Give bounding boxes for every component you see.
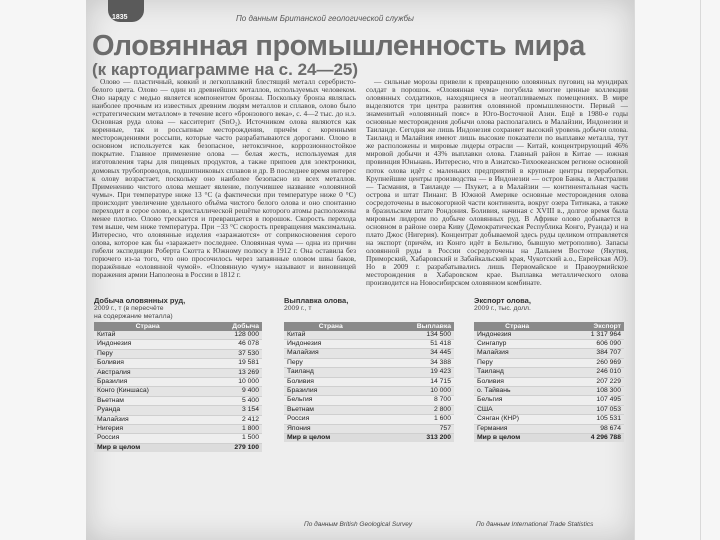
country-cell: Вьетнам (284, 405, 378, 414)
table-row (284, 424, 454, 433)
country-cell: Таиланд (284, 368, 378, 377)
mining-table-block (94, 297, 262, 452)
value-cell: 8 700 (378, 396, 455, 405)
value-cell: 108 300 (560, 386, 624, 395)
country-cell: Руанда (94, 406, 201, 415)
value-cell: 5 400 (201, 396, 262, 405)
table-row (474, 415, 624, 424)
country-cell: Боливия (284, 377, 378, 386)
table-total-row (284, 433, 454, 442)
country-cell: о. Тайвань (474, 386, 560, 395)
country-cell: Китай (284, 331, 378, 340)
value-cell: 107 053 (560, 405, 624, 414)
value-cell: 19 423 (378, 368, 455, 377)
document-page (86, 0, 634, 540)
table-row (474, 349, 624, 358)
export-table-block (474, 297, 624, 442)
table-row (94, 425, 262, 434)
right-divider (634, 0, 635, 540)
value-cell: 1 500 (201, 434, 262, 443)
country-cell: Индонезия (284, 339, 378, 348)
country-cell: Индонезия (474, 331, 560, 340)
table-header-row (94, 322, 262, 331)
value-cell: 105 531 (560, 415, 624, 424)
value-cell: 34 388 (378, 358, 455, 367)
value-cell: 98 674 (560, 424, 624, 433)
table-row (474, 424, 624, 433)
country-cell: США (474, 405, 560, 414)
value-cell: 10 000 (378, 386, 455, 395)
export-table-caption: Экспорт олова, (474, 296, 531, 305)
mining-table-subcaption-1: 2009 г., т (в пересчёте (94, 305, 164, 312)
value-cell: 128 000 (201, 331, 262, 340)
value-cell: 246 010 (560, 368, 624, 377)
total-value: 279 100 (201, 443, 262, 452)
smelting-table-subcaption: 2009 г., т (284, 305, 312, 312)
table-row (284, 396, 454, 405)
value-cell: 10 000 (201, 378, 262, 387)
country-cell: Сингапур (474, 339, 560, 348)
table-row (284, 331, 454, 340)
column-header: Страна (94, 322, 201, 331)
table-row (94, 378, 262, 387)
table-row (284, 349, 454, 358)
left-margin (0, 0, 86, 540)
country-cell: Перу (94, 349, 201, 358)
country-cell: Боливия (474, 377, 560, 386)
country-cell: Индонезия (94, 340, 201, 349)
country-cell: Россия (284, 415, 378, 424)
value-cell: 37 530 (201, 349, 262, 358)
country-cell: Россия (94, 434, 201, 443)
total-value: 313 200 (378, 433, 455, 442)
total-label: Мир в целом (284, 433, 378, 442)
value-cell: 19 581 (201, 359, 262, 368)
column-header: Выплавка (378, 322, 455, 331)
country-cell: Бельгия (284, 396, 378, 405)
far-right-divider (700, 0, 701, 540)
table-row (284, 377, 454, 386)
table-row (474, 339, 624, 348)
country-cell: Перу (284, 358, 378, 367)
table-row (284, 386, 454, 395)
value-cell: 260 969 (560, 358, 624, 367)
export-table (474, 322, 624, 443)
table-row (474, 358, 624, 367)
table-row (284, 358, 454, 367)
table-row (474, 331, 624, 340)
table-row (94, 368, 262, 377)
country-cell: Малайзия (94, 415, 201, 424)
table-row (284, 368, 454, 377)
value-cell: 207 229 (560, 377, 624, 386)
country-cell: Япония (284, 424, 378, 433)
total-label: Мир в целом (94, 443, 201, 452)
column-header: Экспорт (560, 322, 624, 331)
country-cell: Вьетнам (94, 396, 201, 405)
header-source: По данным Британской геологической службы (236, 14, 414, 23)
value-cell: 14 715 (378, 377, 455, 386)
country-cell: Бразилия (284, 386, 378, 395)
value-cell: 34 445 (378, 349, 455, 358)
value-cell: 2 800 (378, 405, 455, 414)
table-total-row (94, 443, 262, 452)
table-row (94, 396, 262, 405)
country-cell: Австралия (94, 368, 201, 377)
table-row (284, 415, 454, 424)
table-total-row (474, 433, 624, 442)
table-row (94, 331, 262, 340)
page-subtitle: (к картодиаграмме на с. 24—25) (92, 60, 359, 79)
country-cell: Бельгия (474, 396, 560, 405)
text-column-right-body: — сильные морозы привели к превращению оловянных пуговиц на мундирах солдат в порошок. «Оловянная чума» погубила многие ценные коллекции оловянных солдатиков, находящиеся в неотапливаемых помещениях. В мире выделяются три центра развития оловянной промышленности. Первый — знаменитый «оловянный пояс» в Юго-Восточной Азии. Ещё в 1980-е годы основные месторождения добычи олова располагались в Малайзии, Индонезии и Таиланде. Сегодня же лишь Индонезия сохраняет высокий уровень добычи олова. Таиланд и Малайзия имеют лишь высокие показатели по выплавке металла, тут же расположены и мировые лидеры отрасли — Китай, концентрирующий 46% мировой добычи и 43% выплавки олова. Главный район в Китае — южная провинция Юньнань. Интересно, что в Азиатско-Тихоокеанском регионе основной поток олова идёт с маленьких предприятий в крупные центры переработки. Крупнейшие центры производства — в Индонезии — остров Банка, в Австралии — Тасмания, в Таиланде — Пхукет, а в Малайзии — континентальная часть острова и штат Пинанг. В Южной Америке основные месторождения олова сосредоточены в высокогорной части континента, вокруг озера Титикака, а также в бразильском штате Рондония. Боливия, начиная с XVIII в., долгое время была мировым лидером по добыче оловянных руд. В Африке олово добывается в основном в районе озера Киву (Демократическая Республика Конго, Руанда) и на плато Джос (Нигерия). Концентрат добываемой здесь руды целиком отправляется на экспорт (причём, из Конго идёт в Бельгию, бывшую метрополию). Запасы оловянной руды в России сосредоточены на Дальнем Востоке (Якутия, Приморский, Хабаровский и Забайкальский края, Чукотский а.о., Еврейская АО). Но в 2009 г. разрабатывались лишь Первомайское и Правоурмийское месторождения в Хабаровском крае. Выплавка металлического олова производится на Новосибирском оловянном комбинате. (366, 78, 628, 288)
logo-year: 1835 (112, 14, 128, 21)
export-table-subcaption: 2009 г., тыс. долл. (474, 305, 531, 312)
value-cell: 13 269 (201, 368, 262, 377)
mining-table (94, 322, 262, 452)
table-row (94, 340, 262, 349)
column-header: Добыча (201, 322, 262, 331)
country-cell: Германия (474, 424, 560, 433)
column-header: Страна (284, 322, 378, 331)
table-row (474, 386, 624, 395)
value-cell: 1 800 (201, 425, 262, 434)
mining-table-subcaption-2: на содержание металла) (94, 312, 173, 320)
value-cell: 51 418 (378, 339, 455, 348)
text-column-left (92, 78, 356, 294)
table-row (284, 405, 454, 414)
country-cell: Конго (Киншаса) (94, 387, 201, 396)
table-row (94, 434, 262, 443)
table-row (284, 339, 454, 348)
smelting-source: По данным British Geological Survey (304, 521, 413, 528)
column-header: Страна (474, 322, 560, 331)
value-cell: 134 500 (378, 331, 455, 340)
text-column-left-body: Олово — пластичный, ковкий и легкоплавкий блестящий металл серебристо-белого цвета. Олово — один из древнейших металлов, используемых человеком. Оно наряду с медью является компонентом бронзы. Поскольку бронза являлась наиболее прочным из известных древним людям металлов и сплавов, олово было «стратегическим металлом» в течение всего «бронзового века», с. 4—2 тыс. до н.э. Основная руда олова — касситерит (SnO₂). Источником олова являются как коренные, так и россыпные месторождения, причём с коренными месторождениями россыпи, которые часто разрабатываются дорогами. Олово в основном используется как безопасное, нетоксичное, коррозионностойкое покрытие. Главное применение олова — белая жесть, используемая для изготовления тары для пищевых продуктов, а также припоев для электроники, домовых трубопроводов, подшипниковых сплавов и др. В последнее время интерес к олову возрастает, поскольку оно наиболее безопасно из всех металлов. Применению чистого олова мешает явление, получившее название «оловянной чумы». При температуре ниже 13 °С (а фактически при температуре ниже 0 °С) происходит увеличение удельного объёма чистого белого олова и оно спонтанно переходит в серое олово, в кристаллической решётке которого атомы расположены менее плотно. Олово трескается и превращается в порошок. Скорость перехода тем выше, чем ниже температура. При −33 °С скорость превращения максимальна. Интересно, что оловянные изделия «заражаются» от соприкосновения серого олова, которое как бы «заражает» последнее. Оловянная чума — одна из причин гибели экспедиции Роберта Скотта к Южному полюсу в 1912 г. Она оставила без горючего из-за того, что оно просочилось через запаянные оловом швы баков, поражённые «оловянной чумой». «Оловянную чуму» называют и виновницей поражения армии Наполеона в России в 1812 г. (92, 78, 356, 280)
table-row (474, 368, 624, 377)
value-cell: 2 412 (201, 415, 262, 424)
value-cell: 757 (378, 424, 455, 433)
table-row (94, 359, 262, 368)
table-row (94, 349, 262, 358)
table-row (474, 377, 624, 386)
table-row (94, 415, 262, 424)
value-cell: 46 078 (201, 340, 262, 349)
mining-table-caption: Добыча оловянных руд, (94, 296, 186, 305)
page-title: Оловянная промышленность мира (92, 30, 585, 62)
total-value: 4 296 788 (560, 433, 624, 442)
table-row (474, 405, 624, 414)
total-label: Мир в целом (474, 433, 560, 442)
table-header-row (474, 322, 624, 331)
table-row (94, 387, 262, 396)
country-cell: Малайзия (284, 349, 378, 358)
country-cell: Перу (474, 358, 560, 367)
smelting-table-caption: Выплавка олова, (284, 296, 349, 305)
value-cell: 1 600 (378, 415, 455, 424)
country-cell: Боливия (94, 359, 201, 368)
country-cell: Таиланд (474, 368, 560, 377)
value-cell: 9 400 (201, 387, 262, 396)
country-cell: Сянган (КНР) (474, 415, 560, 424)
value-cell: 606 090 (560, 339, 624, 348)
smelting-table-block (284, 297, 454, 442)
country-cell: Малайзия (474, 349, 560, 358)
right-margin (634, 0, 720, 540)
table-row (94, 406, 262, 415)
export-source: По данным International Trade Statistics (476, 521, 594, 528)
country-cell: Бразилия (94, 378, 201, 387)
value-cell: 107 495 (560, 396, 624, 405)
value-cell: 3 154 (201, 406, 262, 415)
value-cell: 1 317 964 (560, 331, 624, 340)
table-row (474, 396, 624, 405)
value-cell: 384 707 (560, 349, 624, 358)
text-column-right (366, 78, 628, 294)
table-header-row (284, 322, 454, 331)
smelting-table (284, 322, 454, 443)
country-cell: Китай (94, 331, 201, 340)
country-cell: Нигерия (94, 425, 201, 434)
